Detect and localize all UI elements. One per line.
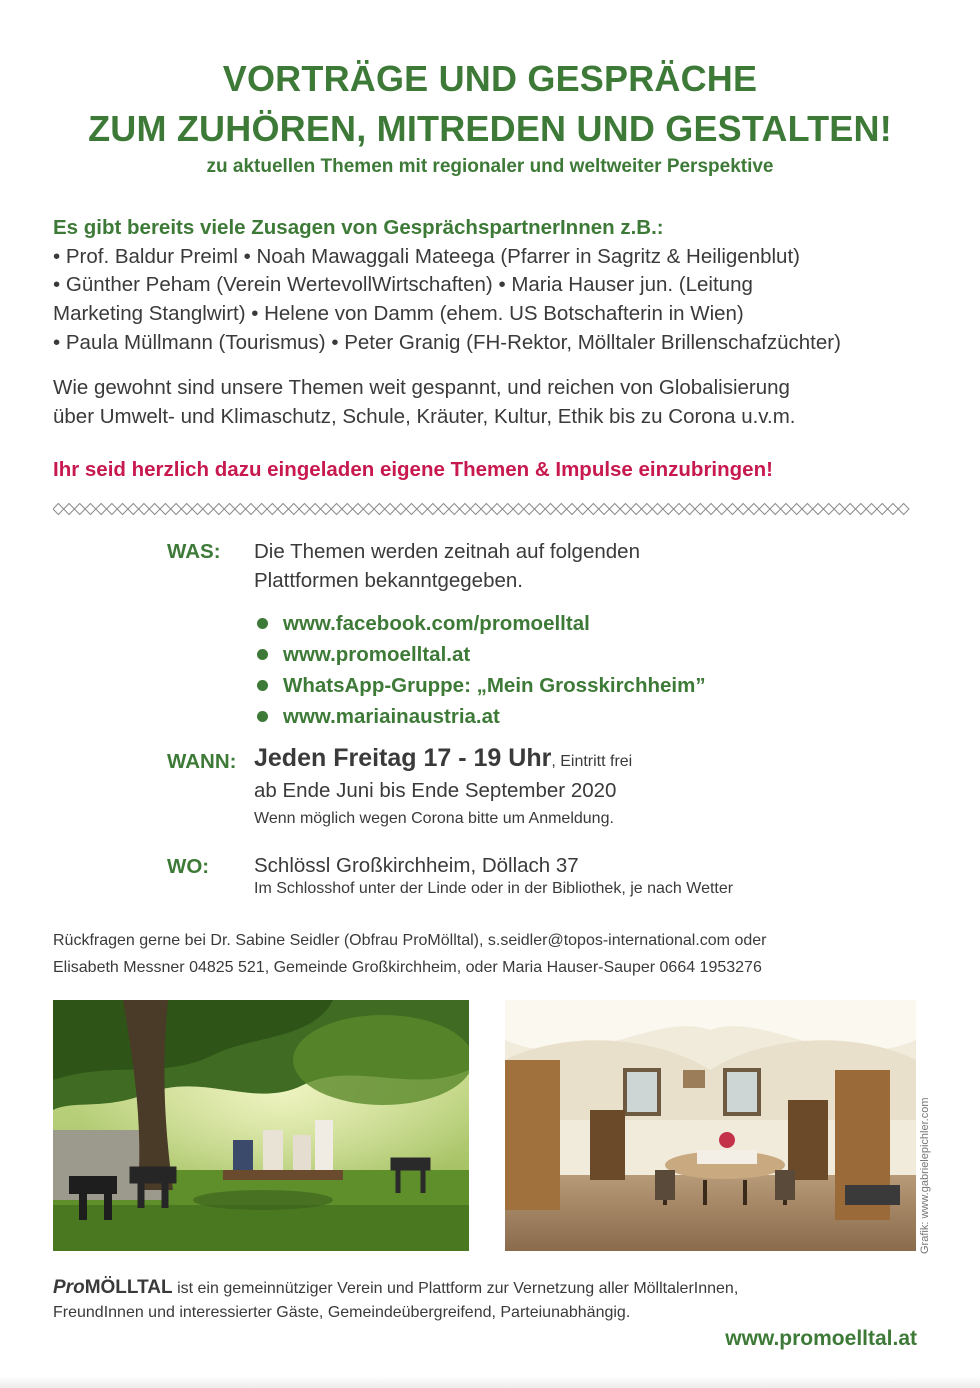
divider-diamond (481, 504, 492, 515)
divider-diamond (845, 504, 856, 515)
link-text: www.promoelltal.at (283, 643, 471, 666)
divider-diamond (577, 504, 588, 515)
divider-diamond (74, 504, 85, 515)
divider-diamond (53, 504, 64, 515)
divider-diamond (321, 504, 332, 515)
divider-diamond (535, 504, 546, 515)
divider-diamond (288, 504, 299, 515)
footer-text (53, 1276, 933, 1325)
garden-photo (53, 1000, 469, 1251)
divider-diamond (738, 504, 749, 515)
divider-diamond (674, 504, 685, 515)
title-line-2: ZUM ZUHÖREN, MITREDEN UND GESTALTEN! (88, 108, 892, 149)
footer-line-2: FreundInnen und interessierter Gäste, Gemeindeübergreifend, Parteiunabhängig. (53, 1304, 631, 1321)
divider-diamond (631, 504, 642, 515)
divider-diamond (513, 504, 524, 515)
wann-entry: , Eintritt frei (551, 753, 633, 770)
title-line-1: VORTRÄGE UND GESPRÄCHE (222, 58, 758, 99)
page-title (0, 54, 980, 154)
divider-diamond (406, 504, 417, 515)
divider-diamond (524, 504, 535, 515)
library-photo (505, 1000, 916, 1251)
contact-info (53, 928, 933, 981)
guest-line: • Prof. Baldur Preiml • Noah Mawaggali Mateega (Pfarrer in Sagritz & Heiligenblut) (53, 244, 800, 268)
divider-diamond (299, 504, 310, 515)
brand-name (53, 1277, 173, 1298)
divider-diamond (460, 504, 471, 515)
divider-diamond (214, 504, 225, 515)
topics-paragraph (53, 374, 933, 431)
divider-diamond (139, 504, 150, 515)
topics-line: Wie gewohnt sind unsere Themen weit gespannt, und reichen von Globalisierung (53, 376, 790, 399)
divider-diamond (363, 504, 374, 515)
page-subtitle: zu aktuellen Themen mit regionaler und weltweiter Perspektive (206, 156, 774, 177)
divider-diamond (663, 504, 674, 515)
divider-diamond (203, 504, 214, 515)
link-text: www.facebook.com/promoelltal (283, 612, 590, 635)
guest-line: • Günther Peham (Verein WertevollWirtschaften) • Maria Hauser jun. (Leitung (53, 273, 753, 297)
link-text: WhatsApp-Gruppe: „Mein Grosskirchheim” (283, 674, 706, 697)
wann-main-line (254, 744, 632, 777)
divider-diamond (502, 504, 513, 515)
wo-description (254, 852, 733, 899)
divider-diamond (310, 504, 321, 515)
was-line: Plattformen bekanntgegeben. (254, 568, 523, 592)
divider-diamond (759, 504, 770, 515)
divider-diamond (695, 504, 706, 515)
divider-diamond (684, 504, 695, 515)
divider-diamond (85, 504, 96, 515)
footer-line-1 (53, 1276, 933, 1301)
divider-diamond (609, 504, 620, 515)
link-website[interactable] (254, 639, 706, 670)
divider-diamond (149, 504, 160, 515)
divider-diamond (492, 504, 503, 515)
divider-diamond (117, 504, 128, 515)
divider-diamond (64, 504, 75, 515)
divider-diamond (353, 504, 364, 515)
divider-diamond (588, 504, 599, 515)
topics-line: über Umwelt- und Klimaschutz, Schule, Kräuter, Kultur, Ethik bis zu Corona u.v.m. (53, 404, 796, 428)
divider-diamond (770, 504, 781, 515)
divider-diamond (823, 504, 834, 515)
divider-diamond (107, 504, 118, 515)
link-facebook[interactable] (254, 608, 706, 639)
wo-address: Schlössl Großkirchheim, Döllach 37 (254, 854, 579, 877)
divider-diamond (256, 504, 267, 515)
website-link[interactable]: www.promoelltal.at (725, 1327, 917, 1350)
divider-diamond (599, 504, 610, 515)
divider-diamond (192, 504, 203, 515)
divider-diamond (181, 504, 192, 515)
was-label: WAS: (167, 540, 221, 563)
wann-time: Jeden Freitag 17 - 19 Uhr (254, 744, 552, 772)
page-edge-shadow (0, 1376, 980, 1388)
link-mariainaustria[interactable] (254, 701, 706, 732)
divider-diamond (898, 504, 909, 515)
divider-diamond (278, 504, 289, 515)
divider-diamond (160, 504, 171, 515)
divider-diamond (235, 504, 246, 515)
divider-diamond (438, 504, 449, 515)
divider-diamond (620, 504, 631, 515)
wann-label: WANN: (167, 750, 237, 773)
divider-diamond (224, 504, 235, 515)
divider-diamond (395, 504, 406, 515)
wann-description (254, 744, 632, 834)
bullet-icon (257, 618, 268, 629)
divider-diamond (470, 504, 481, 515)
bullet-icon (257, 711, 268, 722)
divider-diamond (267, 504, 278, 515)
divider-diamond (545, 504, 556, 515)
divider-diamond (749, 504, 760, 515)
invitation-text: Ihr seid herzlich dazu eingeladen eigene Themen & Impulse einzubringen! (53, 458, 773, 481)
divider-diamond (246, 504, 257, 515)
divider-diamond (888, 504, 899, 515)
divider-diamond (802, 504, 813, 515)
divider-diamond (716, 504, 727, 515)
divider-diamond (866, 504, 877, 515)
contact-line: Rückfragen gerne bei Dr. Sabine Seidler (Obfrau ProMölltal), s.seidler@topos-international.com oder (53, 932, 767, 949)
diamond-divider (53, 500, 913, 518)
divider-diamond (781, 504, 792, 515)
divider-diamond (813, 504, 824, 515)
wo-note: Im Schlosshof unter der Linde oder in der Bibliothek, je nach Wetter (254, 880, 734, 897)
divider-diamond (791, 504, 802, 515)
divider-diamond (706, 504, 717, 515)
platform-links (254, 608, 706, 732)
bullet-icon (257, 680, 268, 691)
divider-diamond (417, 504, 428, 515)
divider-diamond (374, 504, 385, 515)
wann-note: Wenn möglich wegen Corona bitte um Anmeldung. (254, 810, 614, 827)
was-line: Die Themen werden zeitnah auf folgenden (254, 540, 640, 563)
guest-line: Marketing Stanglwirt) • Helene von Damm (ehem. US Botschafterin in Wien) (53, 302, 744, 326)
wo-label: WO: (167, 855, 210, 878)
divider-diamond (877, 504, 888, 515)
bullet-icon (257, 649, 268, 660)
divider-diamond (331, 504, 342, 515)
divider-diamond (856, 504, 867, 515)
divider-diamond (727, 504, 738, 515)
was-description (254, 538, 640, 595)
divider-diamond (428, 504, 439, 515)
link-whatsapp[interactable] (254, 670, 706, 701)
brand-italic: Pro (53, 1277, 85, 1298)
guest-line: • Paula Müllmann (Tourismus) • Peter Granig (FH-Rektor, Mölltaler Brillenschafzüchter) (53, 330, 841, 354)
divider-diamond (342, 504, 353, 515)
contact-line: Elisabeth Messner 04825 521, Gemeinde Großkirchheim, oder Maria Hauser-Sauper 0664 1953276 (53, 958, 762, 976)
divider-diamond (642, 504, 653, 515)
footer-text-1: ist ein gemeinnütziger Verein und Plattform zur Vernetzung aller MölltalerInnen, (172, 1280, 739, 1297)
guest-list (53, 214, 933, 358)
brand-rest: MÖLLTAL (84, 1277, 173, 1298)
divider-diamond (567, 504, 578, 515)
divider-diamond (96, 504, 107, 515)
divider-diamond (556, 504, 567, 515)
photo-credit: Grafik: www.gabrielepichler.com (919, 1097, 931, 1254)
divider-diamond (834, 504, 845, 515)
divider-diamond (171, 504, 182, 515)
divider-diamond (449, 504, 460, 515)
wann-period: ab Ende Juni bis Ende September 2020 (254, 778, 617, 802)
link-text: www.mariainaustria.at (283, 705, 500, 728)
divider-diamond (128, 504, 139, 515)
divider-diamond (385, 504, 396, 515)
guest-list-lead: Es gibt bereits viele Zusagen von GesprächspartnerInnen z.B.: (53, 216, 664, 239)
divider-diamond (652, 504, 663, 515)
